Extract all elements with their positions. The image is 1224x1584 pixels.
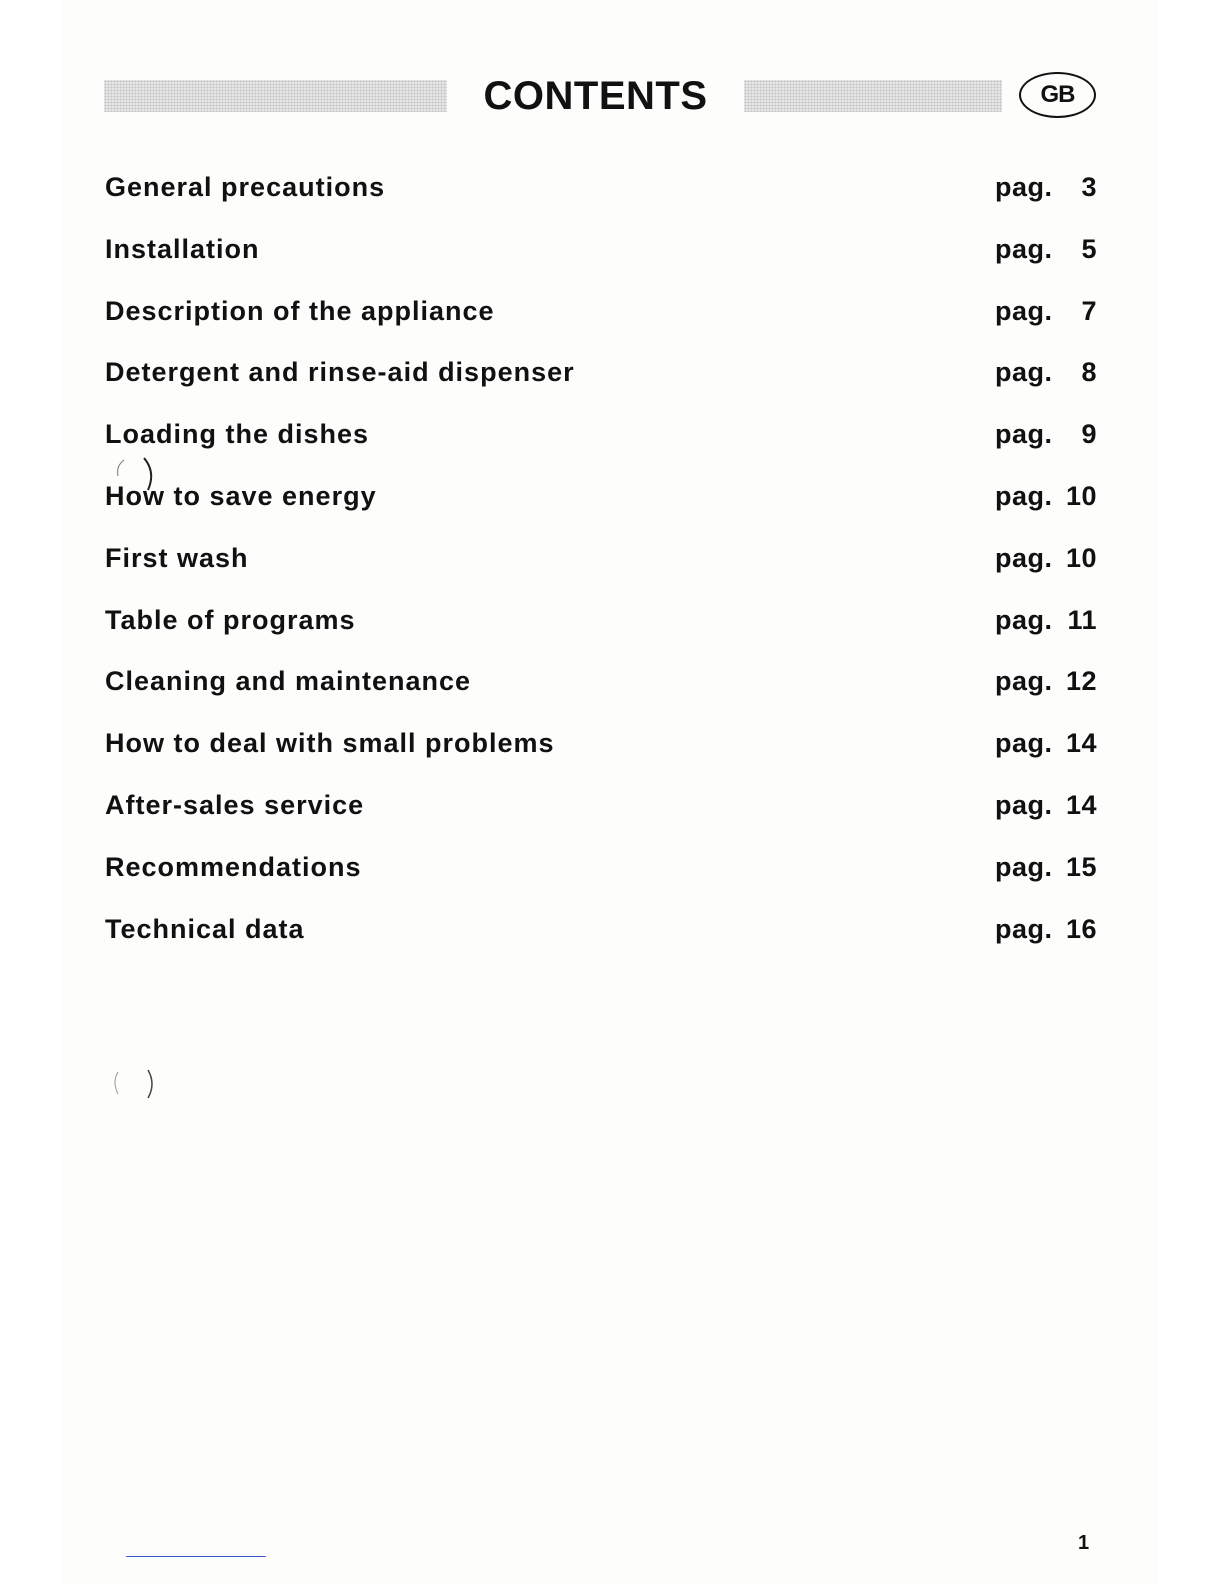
toc-entry-pag-prefix: pag. — [995, 480, 1053, 511]
toc-entry-label: After-sales service — [105, 789, 365, 820]
toc-entry-page-number: 12 — [1065, 666, 1097, 697]
toc-entry-page-number: 3 — [1081, 172, 1097, 202]
page-number: 1 — [1078, 1532, 1090, 1554]
toc-entry-page-number: 10 — [1065, 542, 1097, 573]
toc-entry-installation[interactable] — [105, 224, 1097, 286]
toc-entry-first-wash[interactable] — [105, 533, 1097, 595]
toc-entry-pag-prefix: pag. — [995, 913, 1053, 944]
toc-entry-page-number: 14 — [1065, 789, 1097, 820]
toc-entry-label: Table of programs — [105, 604, 356, 635]
toc-entry-pag-prefix: pag. — [995, 542, 1053, 573]
toc-entry-page-number: 7 — [1081, 295, 1097, 326]
toc-entry-page-number: 15 — [1065, 851, 1097, 882]
toc-entry-label: Technical data — [105, 913, 305, 944]
header-shade-right — [744, 80, 1002, 112]
toc-entry-general-precautions[interactable] — [105, 162, 1097, 224]
toc-entry-pag-prefix: pag. — [995, 666, 1053, 697]
toc-entry-page-number: 9 — [1081, 419, 1097, 450]
toc-entry-label: Recommendations — [105, 851, 362, 882]
toc-entry-label: Detergent and rinse-aid dispenser — [105, 357, 575, 388]
toc-entry-table-of-programs[interactable] — [105, 595, 1097, 657]
toc-entry-detergent-dispenser[interactable] — [105, 347, 1097, 409]
toc-entry-page-number: 16 — [1065, 913, 1097, 944]
toc-entry-label: Description of the appliance — [105, 295, 495, 326]
page-title: CONTENTS — [483, 74, 708, 118]
toc-entry-label: First wash — [105, 542, 249, 573]
toc-entry-pag-prefix: pag. — [995, 851, 1053, 882]
toc-entry-page-number: 14 — [1065, 728, 1097, 759]
toc-entry-pag-prefix: pag. — [995, 728, 1053, 759]
footer-rule — [126, 1556, 266, 1557]
toc-entry-label: Cleaning and maintenance — [105, 666, 472, 697]
toc-entry-pag-prefix: pag. — [995, 604, 1053, 635]
toc-entry-page-number: 5 — [1081, 233, 1097, 264]
table-of-contents — [105, 162, 1097, 965]
toc-entry-page-number: 11 — [1067, 604, 1097, 635]
toc-entry-save-energy[interactable] — [105, 471, 1097, 533]
toc-entry-pag-prefix: pag. — [995, 789, 1053, 820]
toc-entry-pag-prefix: pag. — [995, 357, 1053, 388]
toc-entry-description[interactable] — [105, 286, 1097, 348]
toc-entry-loading-dishes[interactable] — [105, 409, 1097, 471]
punch-hole-mark — [110, 1064, 154, 1104]
toc-entry-label: Loading the dishes — [105, 419, 370, 450]
toc-entry-pag-prefix: pag. — [995, 295, 1053, 326]
toc-entry-cleaning[interactable] — [105, 656, 1097, 718]
toc-entry-label: How to save energy — [105, 480, 377, 511]
toc-entry-page-number: 10 — [1065, 480, 1097, 511]
toc-entry-technical-data[interactable] — [105, 904, 1097, 966]
toc-entry-page-number: 8 — [1081, 357, 1097, 388]
header-shade-left — [104, 80, 447, 112]
toc-entry-label: Installation — [105, 233, 260, 264]
toc-entry-pag-prefix: pag. — [995, 419, 1053, 450]
toc-entry-pag-prefix: pag. — [995, 233, 1053, 264]
toc-entry-pag-prefix: pag. — [995, 172, 1053, 202]
toc-entry-label: General precautions — [105, 172, 386, 202]
toc-entry-small-problems[interactable] — [105, 718, 1097, 780]
toc-entry-label: How to deal with small problems — [105, 728, 555, 759]
toc-entry-after-sales[interactable] — [105, 780, 1097, 842]
toc-entry-recommendations[interactable] — [105, 842, 1097, 904]
punch-hole-mark — [110, 454, 154, 494]
language-badge: GB — [1019, 72, 1096, 118]
